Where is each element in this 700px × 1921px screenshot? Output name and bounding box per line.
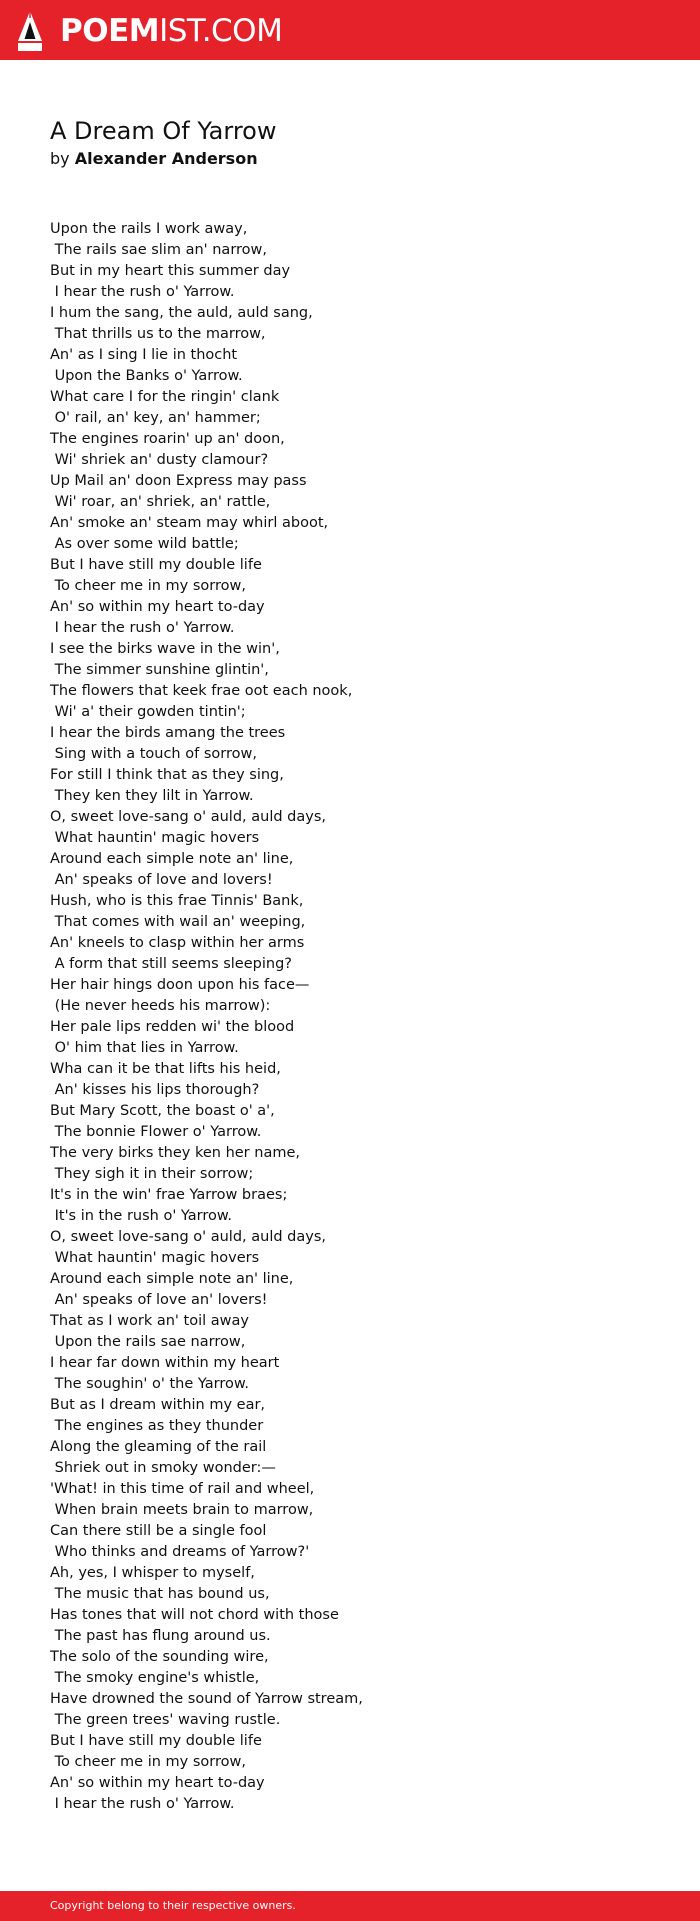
poem-line: It's in the win' frae Yarrow braes; — [50, 1187, 288, 1203]
poem-line: An' kneels to clasp within her arms — [50, 935, 305, 951]
byline-prefix: by — [50, 149, 70, 168]
poem-line: What care I for the ringin' clank — [50, 389, 280, 405]
poem-line: A form that still seems sleeping? — [50, 956, 292, 972]
logo-text-strong: POEM — [60, 12, 160, 49]
author-name: Alexander Anderson — [74, 149, 258, 168]
poem-line: Upon the Banks o' Yarrow. — [50, 368, 243, 384]
poem-line: What hauntin' magic hovers — [50, 1250, 260, 1266]
copyright-text: Copyright belong to their respective owners. — [50, 1899, 296, 1912]
poem-line: The simmer sunshine glintin', — [50, 662, 269, 678]
poem-line: O, sweet love-sang o' auld, auld days, — [50, 809, 327, 825]
poem-line: Her hair hings doon upon his face— — [50, 977, 310, 993]
poem-line: Along the gleaming of the rail — [50, 1439, 267, 1455]
poem-line: I hear the birds amang the trees — [50, 725, 286, 741]
poem-line: Hush, who is this frae Tinnis' Bank, — [50, 893, 304, 909]
poem-line: The past has flung around us. — [50, 1628, 271, 1644]
poem-line: To cheer me in my sorrow, — [50, 1754, 246, 1770]
poem-line: Upon the rails sae narrow, — [50, 1334, 246, 1350]
poem-body — [50, 219, 650, 1815]
poem-line: The green trees' waving rustle. — [50, 1712, 281, 1728]
poem-line: The solo of the sounding wire, — [50, 1649, 269, 1665]
poem-line: Ah, yes, I whisper to myself, — [50, 1565, 255, 1581]
poem-line: I hum the sang, the auld, auld sang, — [50, 305, 313, 321]
poem-line: Wha can it be that lifts his heid, — [50, 1061, 281, 1077]
poem-line: But as I dream within my ear, — [50, 1397, 266, 1413]
poem-line: 'What! in this time of rail and wheel, — [50, 1481, 315, 1497]
poem-line: An' speaks of love and lovers! — [50, 872, 273, 888]
poem-line: Upon the rails I work away, — [50, 221, 248, 237]
poem-line: Who thinks and dreams of Yarrow?' — [50, 1544, 310, 1560]
poem-line: Shriek out in smoky wonder:— — [50, 1460, 276, 1476]
poem-line: Around each simple note an' line, — [50, 851, 294, 867]
poem-line: The bonnie Flower o' Yarrow. — [50, 1124, 262, 1140]
poem-line: O, sweet love-sang o' auld, auld days, — [50, 1229, 327, 1245]
poem-line: That as I work an' toil away — [50, 1313, 249, 1329]
poem-line: The rails sae slim an' narrow, — [50, 242, 268, 258]
poem-line: I hear the rush o' Yarrow. — [50, 284, 235, 300]
poem-line: I hear far down within my heart — [50, 1355, 280, 1371]
poem-line: Sing with a touch of sorrow, — [50, 746, 257, 762]
poem-line: As over some wild battle; — [50, 536, 239, 552]
poem-line: But in my heart this summer day — [50, 263, 291, 279]
site-header — [0, 0, 700, 60]
poem-line: But I have still my double life — [50, 1733, 262, 1749]
poem-line: Wi' a' their gowden tintin'; — [50, 704, 246, 720]
poem-line: (He never heeds his marrow): — [50, 998, 271, 1014]
pen-nib-icon — [16, 10, 44, 52]
poem-line: They sigh it in their sorrow; — [50, 1166, 254, 1182]
poem-line: Has tones that will not chord with those — [50, 1607, 339, 1623]
site-logo[interactable] — [16, 10, 282, 52]
poem-line: The flowers that keek frae oot each nook, — [50, 683, 353, 699]
poem-line: An' so within my heart to-day — [50, 599, 265, 615]
poem-line: An' speaks of love an' lovers! — [50, 1292, 268, 1308]
poem-line: Up Mail an' doon Express may pass — [50, 473, 307, 489]
poem-line: The smoky engine's whistle, — [50, 1670, 260, 1686]
poem-line: Her pale lips redden wi' the blood — [50, 1019, 295, 1035]
poem-line: What hauntin' magic hovers — [50, 830, 260, 846]
poem-line: I hear the rush o' Yarrow. — [50, 1796, 235, 1812]
poem-line: An' so within my heart to-day — [50, 1775, 265, 1791]
poem-line: The engines as they thunder — [50, 1418, 264, 1434]
poem-line: Have drowned the sound of Yarrow stream, — [50, 1691, 363, 1707]
poem-line: The engines roarin' up an' doon, — [50, 431, 285, 447]
poem-line: For still I think that as they sing, — [50, 767, 284, 783]
poem-line: Around each simple note an' line, — [50, 1271, 294, 1287]
poem-line: The soughin' o' the Yarrow. — [50, 1376, 249, 1392]
poem-line: An' as I sing I lie in thocht — [50, 347, 238, 363]
logo-text-light: IST.COM — [159, 12, 283, 49]
poem-line: The very birks they ken her name, — [50, 1145, 300, 1161]
poem-line: The music that has bound us, — [50, 1586, 270, 1602]
poem-line: Can there still be a single fool — [50, 1523, 267, 1539]
byline — [50, 147, 258, 171]
poem-line: O' him that lies in Yarrow. — [50, 1040, 239, 1056]
poem-line: That comes with wail an' weeping, — [50, 914, 306, 930]
poem-line: They ken they lilt in Yarrow. — [50, 788, 254, 804]
poem-line: Wi' roar, an' shriek, an' rattle, — [50, 494, 271, 510]
poem-line: An' smoke an' steam may whirl aboot, — [50, 515, 329, 531]
poem-line: When brain meets brain to marrow, — [50, 1502, 314, 1518]
poem-line: But I have still my double life — [50, 557, 262, 573]
poem-line: An' kisses his lips thorough? — [50, 1082, 260, 1098]
poem-line: That thrills us to the marrow, — [50, 326, 266, 342]
poem-line: I see the birks wave in the win', — [50, 641, 280, 657]
poem-line: I hear the rush o' Yarrow. — [50, 620, 235, 636]
poem-line: O' rail, an' key, an' hammer; — [50, 410, 261, 426]
poem-line: It's in the rush o' Yarrow. — [50, 1208, 233, 1224]
poem-line: Wi' shriek an' dusty clamour? — [50, 452, 269, 468]
poem-title: A Dream Of Yarrow — [50, 117, 277, 145]
site-footer — [0, 1891, 700, 1921]
poem-line: To cheer me in my sorrow, — [50, 578, 246, 594]
poem-line: But Mary Scott, the boast o' a', — [50, 1103, 275, 1119]
